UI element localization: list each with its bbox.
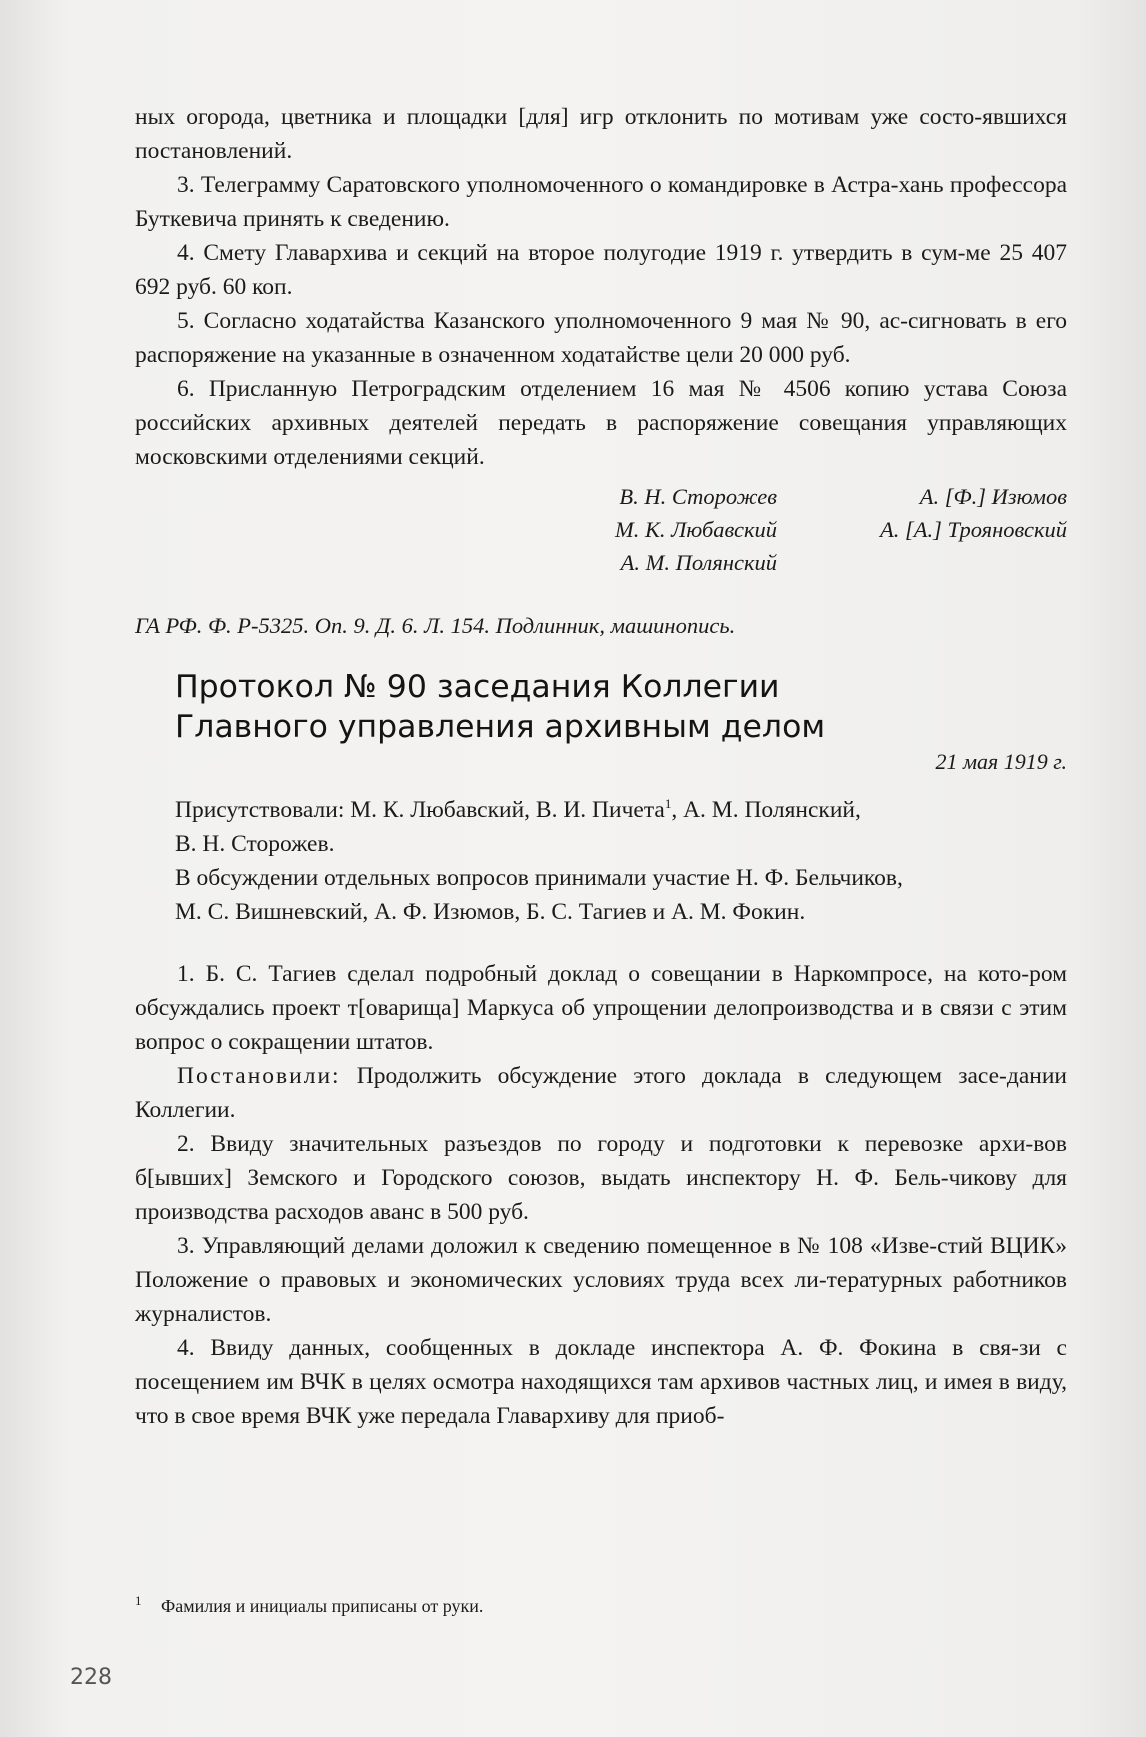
signature-troyanovsky: А. [А.] Трояновский xyxy=(879,517,1067,542)
intro-paragraph-5: 5. Согласно ходатайства Казанского уполномоченного 9 мая № 90, ас-сигновать в его распоряжение на указанные в означенном ходатайстве цели 20 000 руб. xyxy=(135,308,1067,368)
page-number: 228 xyxy=(70,1665,112,1690)
footnote-reference: 1 xyxy=(664,796,672,811)
footnote-mark: 1 xyxy=(135,1593,142,1608)
item-2: 2. Ввиду значительных разъездов по городу и подготовки к перевозке архи-вов б[ывших] Земского и Городского союзов, выдать инспектору Н. Ф. Бель-чикову для производства расходов аванс в 500 руб. xyxy=(135,1130,1067,1225)
signature-storozhev: В. Н. Сторожев xyxy=(619,484,777,509)
signature-lyubavsky: М. К. Любавский xyxy=(614,517,777,542)
intro-paragraph-3: 3. Телеграмму Саратовского уполномоченного о командировке в Астра-хань профессора Буткевича принять к сведению. xyxy=(135,172,1067,232)
footnote xyxy=(135,1588,1067,1619)
item-1-resolution xyxy=(135,1059,1067,1127)
present-text-b: , А. М. Полянский, xyxy=(671,796,861,823)
intro-paragraph-continuation: ных огорода, цветника и площадки [для] игр отклонить по мотивам уже состо-явшихся постановлений. xyxy=(135,104,1067,164)
present-line-1 xyxy=(135,787,1067,827)
discussion-line-1: В обсуждении отдельных вопросов принимали участие Н. Ф. Бельчиков, xyxy=(175,864,903,891)
protocol-heading xyxy=(175,667,1067,747)
signature-polyansky: А. М. Полянский xyxy=(620,550,777,575)
resolved-text: Продолжить обсуждение этого доклада в следующем засе-дании Коллегии. xyxy=(135,1062,1067,1123)
resolved-label: Постановили: xyxy=(177,1062,341,1089)
intro-paragraph-6: 6. Присланную Петроградским отделением 16 мая № 4506 копию устава Союза российских архивных деятелей передать в распоряжение совещания управляющих московскими отделениями секций. xyxy=(135,376,1067,470)
signature-izyumov: А. [Ф.] Изюмов xyxy=(919,484,1067,509)
footnote-text: Фамилия и инициалы приписаны от руки. xyxy=(161,1596,484,1616)
item-4: 4. Ввиду данных, сообщенных в докладе инспектора А. Ф. Фокина в свя-зи с посещением им ВЧК в целях осмотра находящихся там архивов частных лиц, и имея в виду, что в свое время ВЧК уже передала Главархиву для приоб- xyxy=(135,1334,1067,1429)
text-column xyxy=(135,100,1067,1433)
attendees-block xyxy=(135,787,1067,929)
item-3: 3. Управляющий делами доложил к сведению помещенное в № 108 «Изве-стий ВЦИК» Положение о правовых и экономических условиях труда всех ли-тературных работников журналистов. xyxy=(135,1232,1067,1327)
heading-line-2: Главного управления архивным делом xyxy=(175,709,826,745)
archive-source-note: ГА РФ. Ф. Р-5325. Оп. 9. Д. 6. Л. 154. Подлинник, машинопись. xyxy=(135,613,736,638)
intro-paragraph-4: 4. Смету Главархива и секций на второе полугодие 1919 г. утвердить в сум-ме 25 407 692 руб. 60 коп. xyxy=(135,240,1067,300)
heading-line-1: Протокол № 90 заседания Коллегии xyxy=(175,669,780,705)
present-line-2: В. Н. Сторожев. xyxy=(175,830,335,857)
discussion-line-2: М. С. Вишневский, А. Ф. Изюмов, Б. С. Тагиев и А. М. Фокин. xyxy=(175,898,806,925)
signatures-block xyxy=(135,480,1067,579)
protocol-date: 21 мая 1919 г. xyxy=(935,749,1067,774)
item-1: 1. Б. С. Тагиев сделал подробный доклад о совещании в Наркомпросе, на кото-ром обсуждались проект т[оварища] Маркуса об упрощении делопроизводства и в связи с этим вопрос о сокращении штатов. xyxy=(135,960,1067,1055)
present-text-a: Присутствовали: М. К. Любавский, В. И. Пичета xyxy=(175,796,665,823)
